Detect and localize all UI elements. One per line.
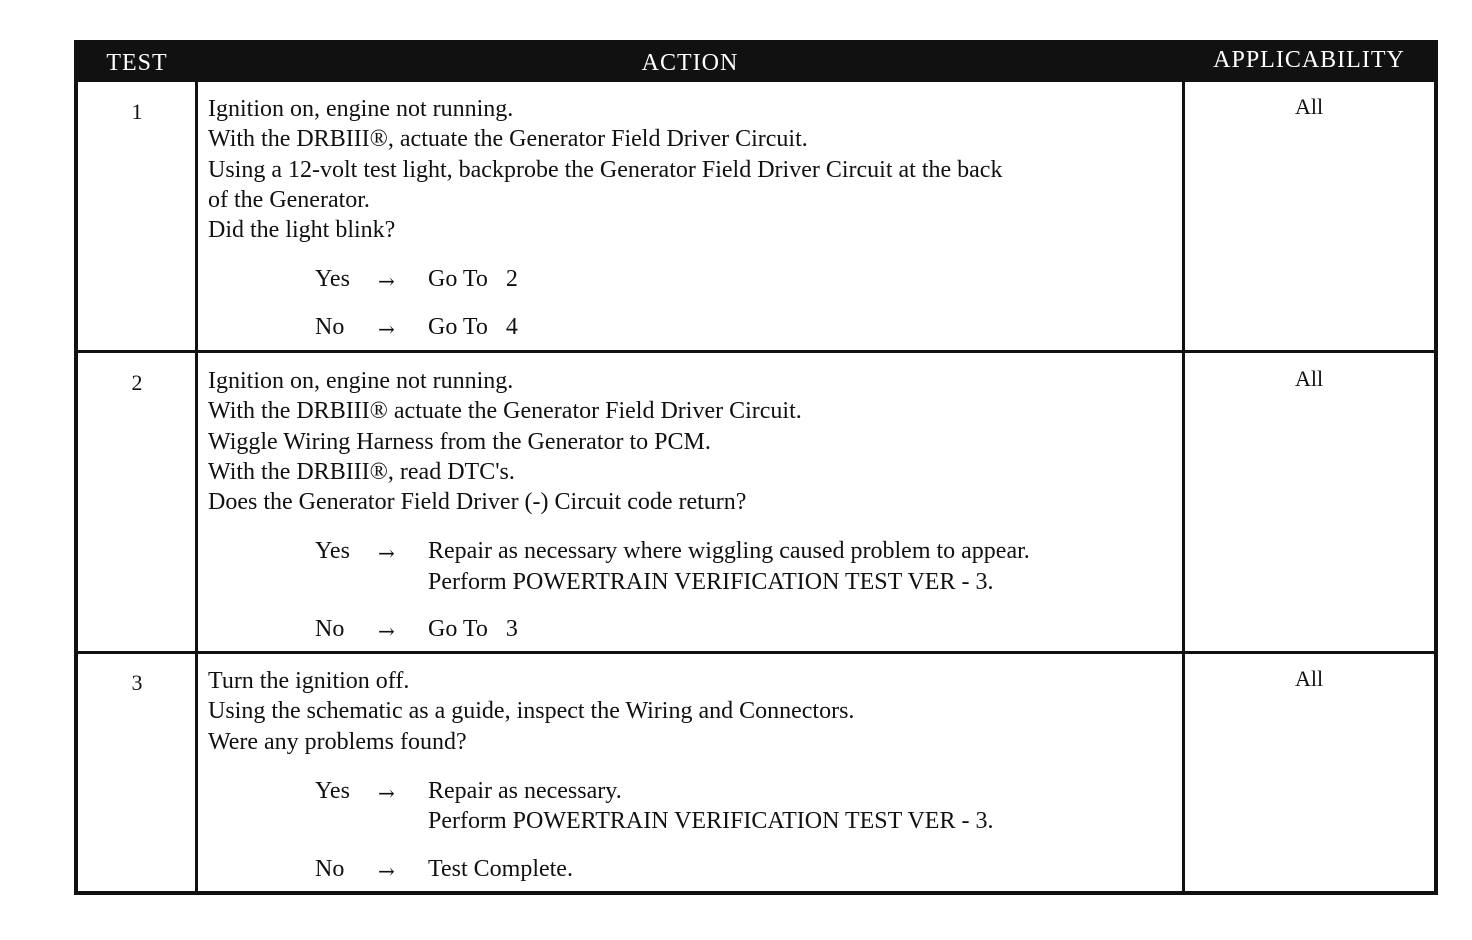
arrow-right-icon: → [378,317,395,342]
header-applicability: APPLICABILITY [1213,47,1405,73]
answer-result: Go To 2 [428,266,518,293]
answer-label: Yes [315,538,350,565]
action-cell [208,366,1183,644]
answer-label: Yes [315,777,350,804]
test-number: 1 [131,99,143,124]
applicability-value: All [1294,366,1324,391]
diagnostic-test-table [74,40,1438,895]
action-line: Wiggle Wiring Harness from the Generator to PCM. [208,428,711,455]
answer-label: No [315,855,345,882]
test-number: 3 [131,670,143,695]
answer-result: Go To 3 [428,616,518,643]
arrow-right-icon: → [378,541,395,566]
answer-label: Yes [315,266,350,293]
action-line: With the DRBIII® actuate the Generator Field Driver Circuit. [208,398,802,425]
arrow-right-icon: → [378,619,395,644]
answer-no [208,614,1183,644]
row-divider-1 [78,350,1434,353]
action-cell [208,94,1183,342]
answer-label: No [315,616,345,643]
row-divider-2 [78,651,1434,654]
action-line: Did the light blink? [208,217,396,244]
test-number: 2 [131,370,143,395]
action-line: With the DRBIII®, actuate the Generator Field Driver Circuit. [208,126,808,153]
applicability-value: All [1294,94,1324,119]
column-divider-test [195,82,198,891]
action-cell [208,666,1183,884]
answer-no [208,312,1183,342]
arrow-right-icon: → [378,269,395,294]
answer-yes [208,264,1183,294]
answer-result-line: Repair as necessary where wiggling caused problem to appear. [428,538,1030,565]
action-line: Using a 12-volt test light, backprobe the Generator Field Driver Circuit at the back [208,156,1003,183]
answer-yes [208,776,1183,836]
action-line: Turn the ignition off. [208,668,410,694]
answer-result-line: Perform POWERTRAIN VERIFICATION TEST VER - 3. [428,568,994,595]
answer-no [208,854,1183,884]
action-line: Ignition on, engine not running. [208,96,514,122]
header-action: ACTION [641,50,739,76]
action-line: With the DRBIII®, read DTC's. [208,458,515,485]
header-test: TEST [106,50,168,76]
answer-label: No [315,314,345,341]
answer-result: Test Complete. [428,855,573,882]
answer-result: Go To 4 [428,314,518,341]
action-line: Ignition on, engine not running. [208,368,514,394]
answer-result [428,776,993,837]
answer-result-line: Perform POWERTRAIN VERIFICATION TEST VER - 3. [428,808,994,835]
action-line: Does the Generator Field Driver (-) Circuit code return? [208,489,747,516]
action-line: Using the schematic as a guide, inspect the Wiring and Connectors. [208,698,855,725]
applicability-value: All [1294,666,1324,691]
arrow-right-icon: → [378,858,395,883]
answer-result [428,536,1030,597]
table-header [78,44,1434,82]
action-line: Were any problems found? [208,728,467,755]
arrow-right-icon: → [378,780,395,805]
answer-result-line: Repair as necessary. [428,777,622,804]
action-line: of the Generator. [208,186,370,213]
answer-yes [208,536,1183,596]
